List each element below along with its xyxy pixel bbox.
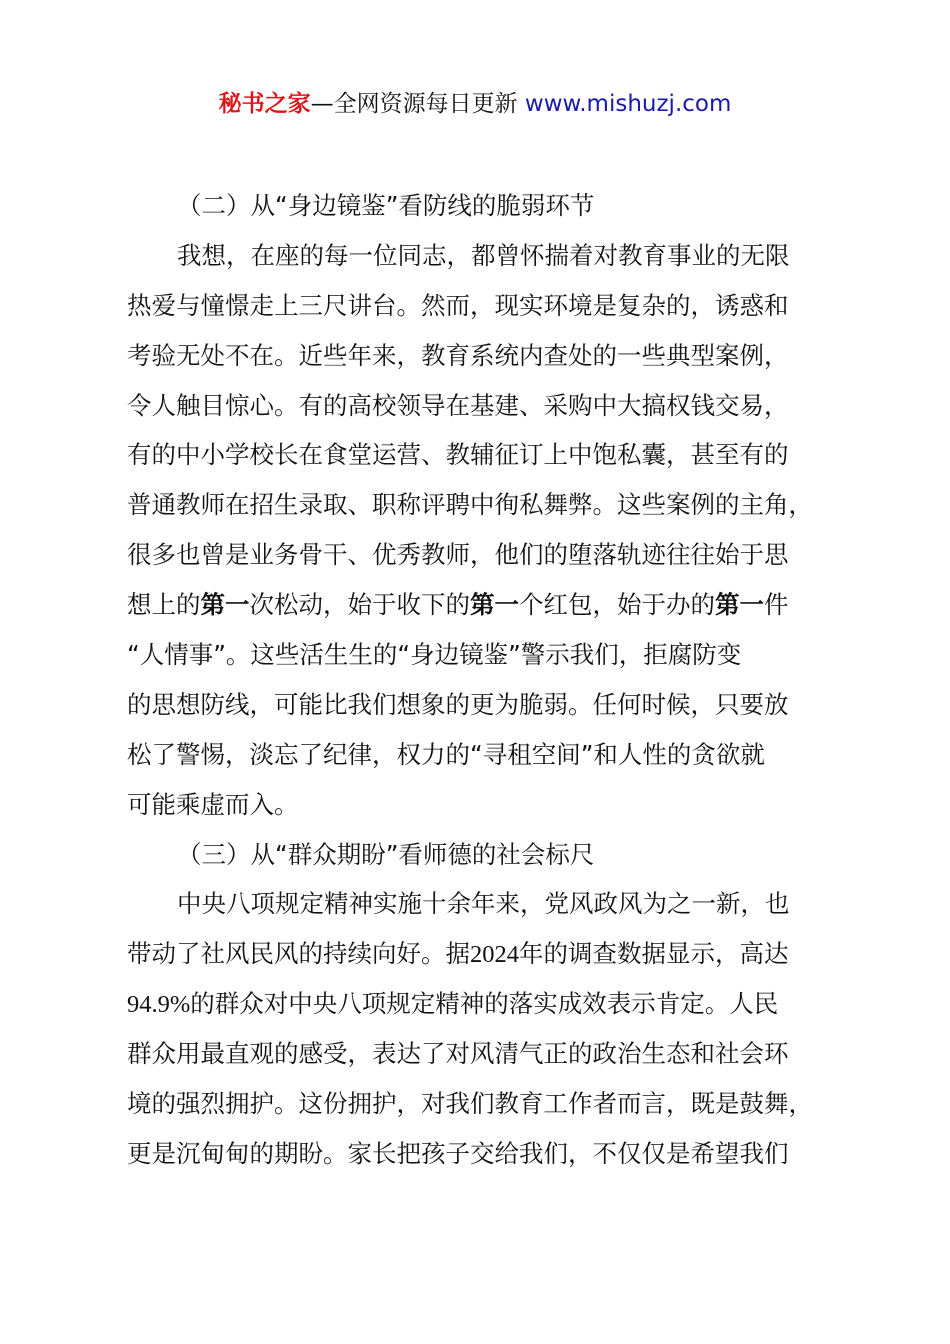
paragraph-line: 更是沉甸甸的期盼。家长把孩子交给我们，不仅仅是希望我们: [127, 1138, 789, 1168]
paragraph-line: 想上的第一次松动，始于收下的第一个红包，始于办的第一件: [127, 590, 789, 620]
paragraph-line: 群众用最直观的感受，表达了对风清气正的政治生态和社会环: [127, 1039, 789, 1069]
paragraph-line: 松了警惕，淡忘了纪律，权力的“寻租空间”和人性的贪欲就: [127, 739, 765, 769]
paragraph-line: 我想，在座的每一位同志，都曾怀揣着对教育事业的无限: [177, 240, 790, 270]
document-body: [127, 181, 833, 1179]
paragraph-line: 令人触目惊心。有的高校领导在基建、采购中大搞权钱交易，: [127, 390, 789, 420]
paragraph-line: 中央八项规定精神实施十余年来，党风政风为之一新，也: [177, 889, 790, 919]
paragraph-line: 考验无处不在。近些年来，教育系统内查处的一些典型案例，: [127, 340, 789, 370]
paragraph-line: 的思想防线，可能比我们想象的更为脆弱。任何时候，只要放: [127, 689, 789, 719]
emphasis-text: 第一: [200, 590, 250, 620]
paragraph-line: 普通教师在招生录取、职称评聘中徇私舞弊。这些案例的主角，: [127, 490, 813, 520]
year-number: 2024: [470, 941, 519, 969]
paragraph-line: 很多也曾是业务骨干、优秀教师，他们的堕落轨迹往往始于思: [127, 540, 789, 570]
emphasis-text: 第一: [470, 590, 519, 620]
paragraph-line: 有的中小学校长在食堂运营、教辅征订上中饱私囊，甚至有的: [127, 440, 789, 470]
site-url-link[interactable]: www.mishuzj.com: [524, 91, 732, 117]
section-heading-3: （三）从“群众期盼”看师德的社会标尺: [177, 839, 595, 869]
header-tagline: —全网资源每日更新: [310, 91, 525, 117]
paragraph-line: 热爱与憧憬走上三尺讲台。然而，现实环境是复杂的，诱惑和: [127, 290, 789, 320]
section-heading-2: （二）从“身边镜鉴”看防线的脆弱环节: [177, 191, 595, 220]
brand-name: 秘书之家: [218, 91, 311, 117]
page-header: [0, 88, 950, 120]
percentage-number: 94.9%: [127, 991, 191, 1019]
paragraph-line: 境的强烈拥护。这份拥护，对我们教育工作者而言，既是鼓舞，: [127, 1089, 813, 1119]
paragraph-line: “人情事”。这些活生生的“身边镜鉴”警示我们，拒腐防变: [127, 640, 742, 670]
paragraph-line: 带动了社风民风的持续向好。据2024年的调查数据显示，高达: [127, 939, 789, 969]
emphasis-text: 第一: [715, 590, 764, 620]
paragraph-line: 可能乘虚而入。: [127, 789, 299, 819]
paragraph-line: 94.9%的群众对中央八项规定精神的落实成效表示肯定。人民: [127, 989, 779, 1019]
